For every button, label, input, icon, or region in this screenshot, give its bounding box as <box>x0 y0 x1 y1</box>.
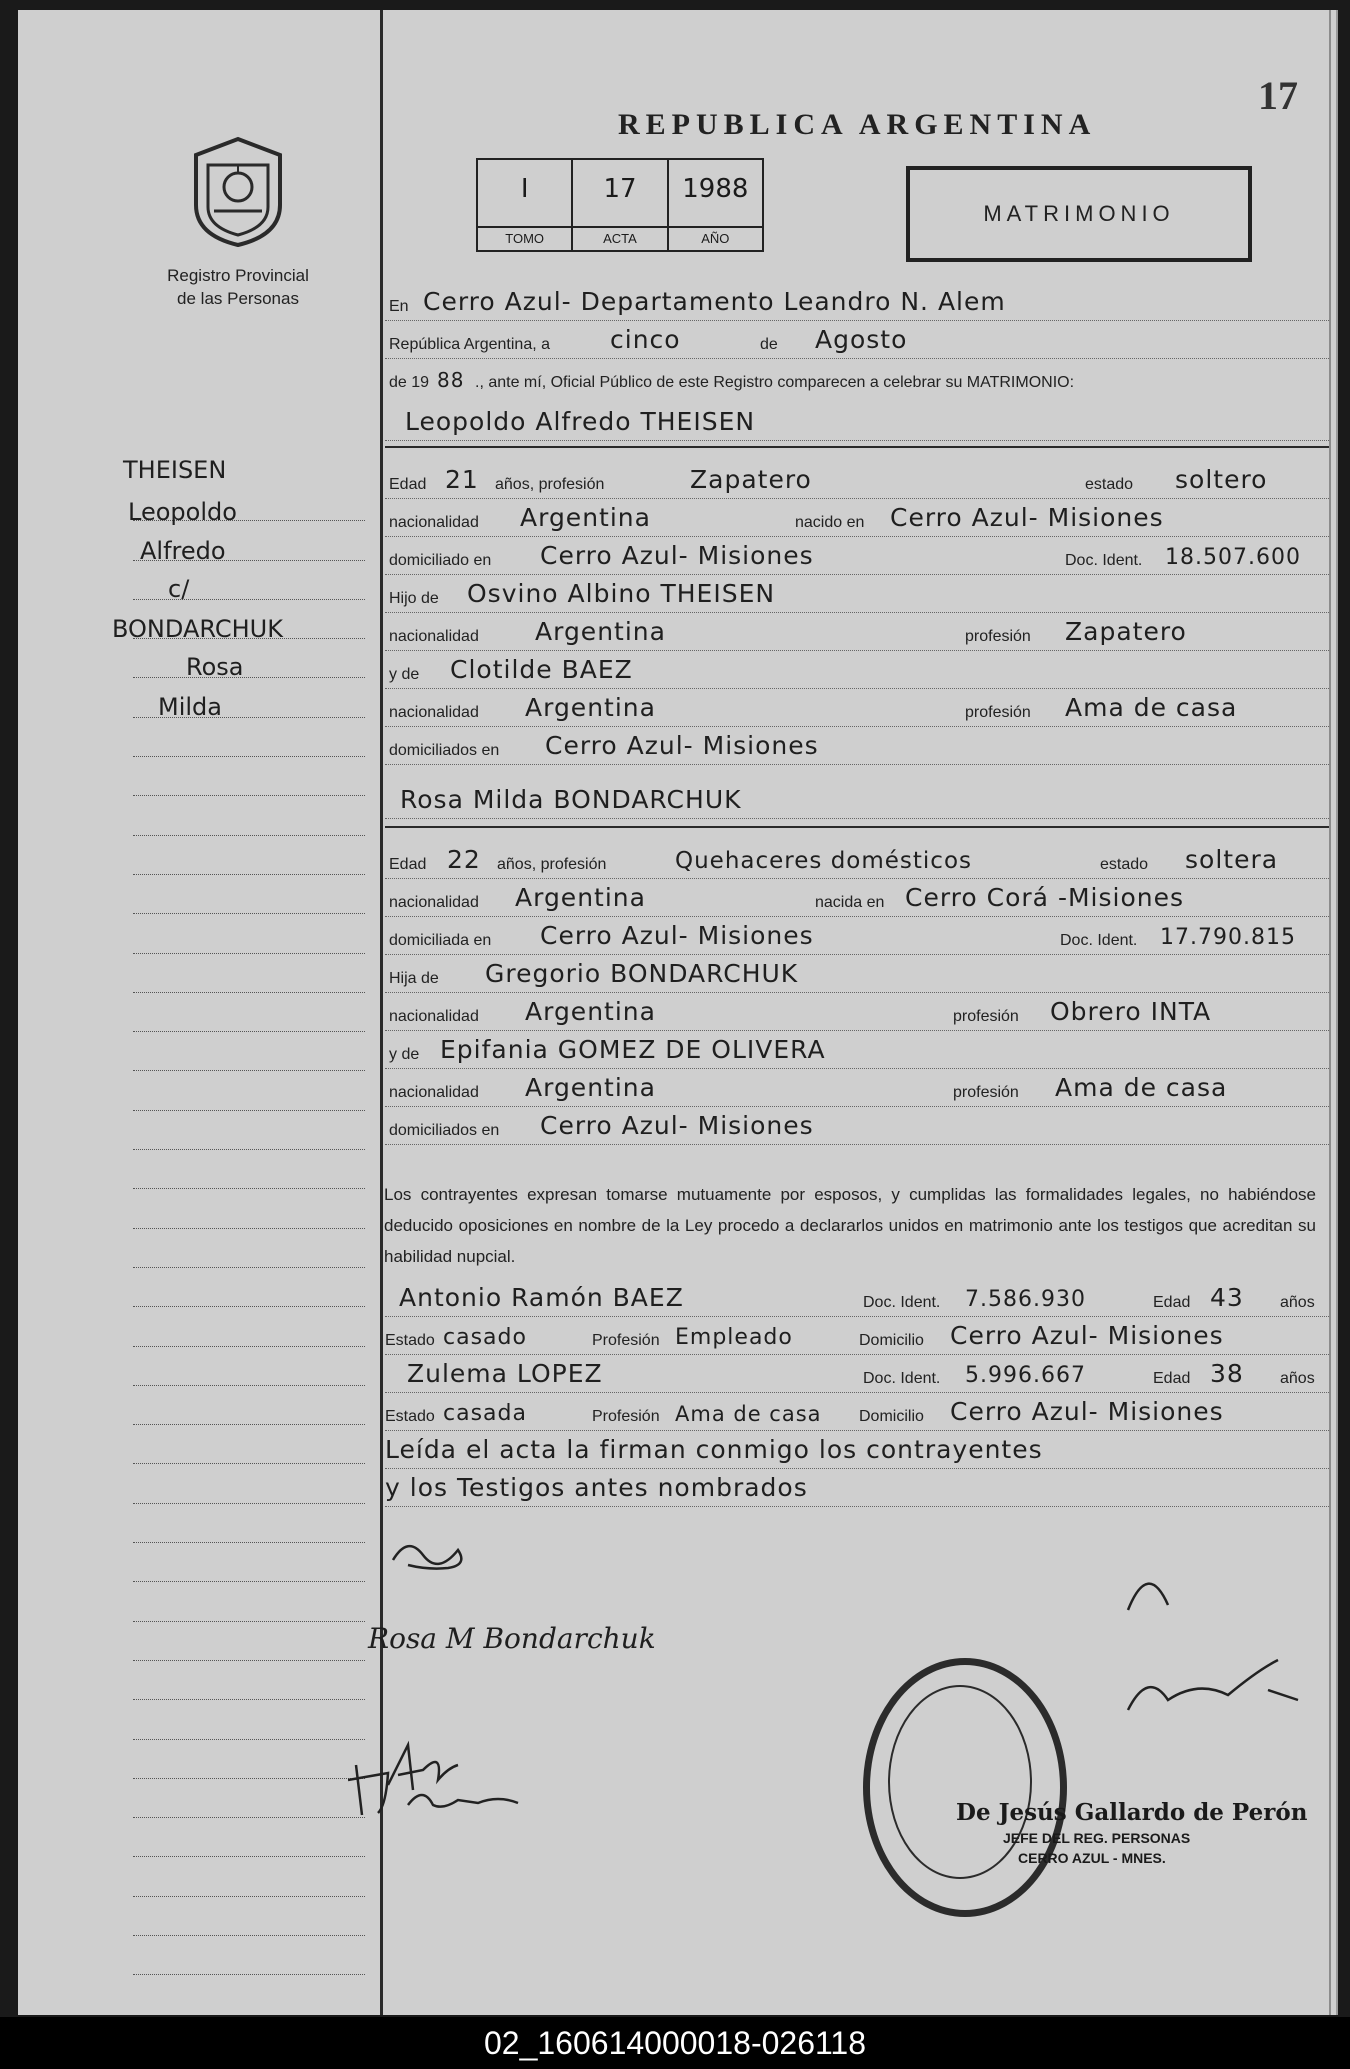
intro-year-row: de 19 88 ., ante mí, Oficial Público de este Registro comparecen a celebrar su MATRIMONIO: <box>389 368 1075 392</box>
footer-id: 02_160614000018-026118 <box>0 2017 1350 2069</box>
bride-nationality-row: nacionalidad Argentina nacida en Cerro Corá -Misiones <box>385 878 1329 917</box>
margin-note-6: Rosa <box>186 653 244 681</box>
groom-domicile-row: domiciliado en Cerro Azul- Misiones Doc. Ident. 18.507.600 <box>385 536 1329 575</box>
official-title: JEFE DEL REG. PERSONAS <box>1003 1830 1191 1846</box>
bride-mother-nationality-row: nacionalidad Argentina profesión Ama de casa <box>385 1068 1329 1107</box>
bride-father-row: Hija de Gregorio BONDARCHUK <box>385 954 1329 993</box>
intro-place-row: En Cerro Azul- Departamento Leandro N. Alem <box>385 282 1329 321</box>
groom-separator <box>385 446 1329 448</box>
registry-name: Registro Provincial de las Personas <box>167 266 309 308</box>
margin-note-2: Leopoldo <box>128 498 237 526</box>
groom-father-nationality-row: nacionalidad Argentina profesión Zapatero <box>385 612 1329 651</box>
document-page <box>18 10 1338 2015</box>
country-title: REPUBLICA ARGENTINA <box>618 108 1097 141</box>
official-stamp-inner <box>888 1685 1032 1879</box>
groom-mother-row: y de Clotilde BAEZ <box>385 650 1329 689</box>
official-name: De Jesús Gallardo de Perón <box>956 1799 1308 1826</box>
margin-note-7: Milda <box>158 693 222 721</box>
bride-separator <box>385 826 1329 828</box>
margin-note-4: c/ <box>168 575 190 603</box>
groom-parents-domicile-row: domiciliados en Cerro Azul- Misiones <box>385 726 1329 765</box>
signature-official <box>1108 1550 1308 1750</box>
bride-name-row: Rosa Milda BONDARCHUK <box>385 780 1329 819</box>
witness1-details-row: Estado casado Profesión Empleado Domicilio Cerro Azul- Misiones <box>385 1316 1329 1355</box>
groom-name-row: Leopoldo Alfredo THEISEN <box>385 402 1329 441</box>
margin-note-1: THEISEN <box>123 456 227 484</box>
bride-parents-domicile-row: domiciliados en Cerro Azul- Misiones <box>385 1106 1329 1145</box>
right-margin-rule <box>1329 10 1331 2015</box>
closing-row-2: y los Testigos antes nombrados <box>385 1468 1329 1507</box>
groom-mother-nationality-row: nacionalidad Argentina profesión Ama de casa <box>385 688 1329 727</box>
witness2-details-row: Estado casada Profesión Ama de casa Domicilio Cerro Azul- Misiones <box>385 1392 1329 1431</box>
groom-nationality-row: nacionalidad Argentina nacido en Cerro Azul- Misiones <box>385 498 1329 537</box>
groom-age-row: Edad 21 años, profesión Zapatero estado soltero <box>385 460 1329 499</box>
document-type-box: MATRIMONIO <box>906 166 1252 262</box>
signature-witness-2 <box>348 1755 588 1825</box>
witness2-row: Zulema LOPEZ Doc. Ident. 5.996.667 Edad 38 años <box>385 1354 1329 1393</box>
groom-father-row: Hijo de Osvino Albino THEISEN <box>385 574 1329 613</box>
intro-date-row: República Argentina, a cinco de Agosto <box>385 320 1329 359</box>
witness1-row: Antonio Ramón BAEZ Doc. Ident. 7.586.930 Edad 43 años <box>385 1278 1329 1317</box>
bride-mother-row: y de Epifania GOMEZ DE OLIVERA <box>385 1030 1329 1069</box>
declaration-paragraph: Los contrayentes expresan tomarse mutuamente por esposos, y cumplidas las formalidades legales, no habiéndose deducido oposiciones en nombre de la Ley procedo a declararlos unidos en matrimonio ante los testigos que acreditan su habilidad nupcial. <box>384 1185 1316 1266</box>
signature-bride: Rosa M Bondarchuk <box>368 1622 656 1655</box>
margin-note-3: Alfredo <box>140 537 226 565</box>
provincial-seal-icon <box>186 135 290 247</box>
bride-age-row: Edad 22 años, profesión Quehaceres domésticos estado soltera <box>385 840 1329 879</box>
official-place: CERRO AZUL - MNES. <box>1018 1850 1166 1866</box>
bride-domicile-row: domiciliada en Cerro Azul- Misiones Doc. Ident. 17.790.815 <box>385 916 1329 955</box>
bride-father-nationality-row: nacionalidad Argentina profesión Obrero INTA <box>385 992 1329 1031</box>
margin-note-5: BONDARCHUK <box>112 615 283 643</box>
closing-row-1: Leída el acta la firman conmigo los contrayentes <box>385 1430 1329 1469</box>
column-divider <box>380 10 383 2015</box>
page-number: 17 <box>1258 73 1298 118</box>
tomo-acta-ano-box: I TOMO 17 ACTA 1988 AÑO <box>476 158 764 252</box>
